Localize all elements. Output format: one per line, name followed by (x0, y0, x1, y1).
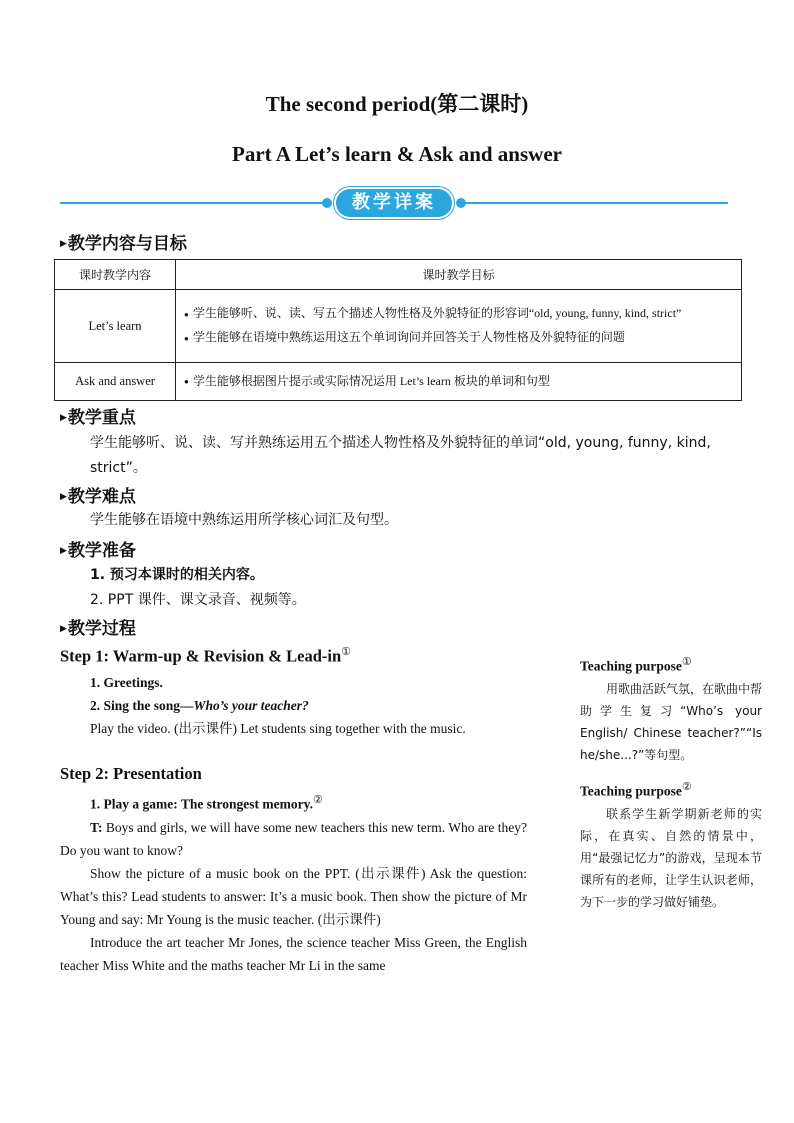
step2-item: 1. Play a game: The strongest memory.② (90, 794, 323, 812)
triangle-bullet-icon: ▶ (60, 239, 67, 249)
triangle-bullet-icon: ▶ (60, 546, 67, 556)
teaching-purpose-note (580, 776, 762, 913)
table-header-content: 课时教学内容 (55, 260, 176, 290)
section-heading-preparation: ▶教学准备 (60, 541, 136, 561)
table-header-row (55, 260, 742, 290)
key-points-text: 学生能够听、说、读、写并熟练运用五个描述人物性格及外貌特征的单词“old, young, funny, kind, strict”。 (90, 435, 711, 476)
goal-item: ● 学生能够在语境中熟练运用这五个单词询问并回答关于人物性格及外貌特征的问题 (184, 330, 625, 344)
banner-line-left (60, 202, 328, 204)
step2-body (60, 789, 527, 977)
section-heading-difficulties: ▶教学难点 (60, 487, 136, 507)
step1-item: 1. Greetings. (90, 675, 163, 690)
page-subtitle: Part A Let’s learn & Ask and answer (232, 142, 562, 166)
table-cell-goals (176, 363, 742, 401)
triangle-bullet-icon: ▶ (60, 413, 67, 423)
preparation-item: 2. PPT 课件、课文录音、视频等。 (90, 592, 306, 608)
step1-item: 2. Sing the song—Who’s your teacher? (90, 698, 309, 713)
step2-paragraph: T: Boys and girls, we will have some new teachers this new term. Who are they? Do you want to know? (60, 819, 528, 858)
triangle-bullet-icon: ▶ (60, 492, 67, 502)
note-text: 用歌曲活跃气氛，在歌曲中帮助学生复习“Who’s your English/ Chinese teacher?”“Is he/she...?”等句型。 (580, 681, 763, 762)
step1-paragraph: Play the video. (出示课件) Let students sing together with the music. (90, 721, 466, 736)
table-cell-goals (176, 290, 742, 363)
table-cell-content: Let’s learn (55, 290, 176, 363)
triangle-bullet-icon: ▶ (60, 624, 67, 634)
table-row (55, 290, 742, 363)
goal-item: ● 学生能够根据图片提示或实际情况运用 Let’s learn 板块的单词和句型 (184, 373, 550, 388)
section-heading-key-points: ▶教学重点 (60, 408, 136, 428)
section-banner (60, 188, 728, 218)
step2-heading: Step 2: Presentation (60, 764, 202, 783)
note-text: 联系学生新学期新老师的实际，在真实、自然的情景中，用“最强记忆力”的游戏，呈现本节课所有的老师，让学生认识老师，为下一步的学习做好铺垫。 (580, 806, 762, 909)
note-heading: Teaching purpose② (580, 781, 692, 799)
note-heading: Teaching purpose① (580, 656, 692, 674)
objectives-table (54, 259, 742, 401)
table-row (55, 363, 742, 401)
footnote-marker: ① (341, 646, 352, 658)
teaching-purpose-note (580, 651, 762, 766)
table-header-goals: 课时教学目标 (176, 260, 742, 290)
section-heading-process: ▶教学过程 (60, 619, 136, 639)
preparation-item: 1. 预习本课时的相关内容。 (90, 567, 264, 583)
banner-dot-left (322, 198, 332, 208)
step1-heading: Step 1: Warm-up & Revision & Lead-in① (60, 646, 352, 666)
banner-line-right (460, 202, 728, 204)
goal-item: ● 学生能够听、说、读、写五个描述人物性格及外貌特征的形容词“old, young, funny, kind, strict” (184, 306, 682, 321)
preparation-list (90, 563, 730, 613)
banner-label: 教学详案 (336, 189, 452, 217)
page-title: The second period(第二课时) (265, 92, 529, 116)
step2-paragraph: Introduce the art teacher Mr Jones, the science teacher Miss Green, the English teacher Miss White and the maths teacher Mr Li in the same (60, 934, 527, 973)
difficulties-text: 学生能够在语境中熟练运用所学核心词汇及句型。 (90, 512, 398, 528)
song-title: Who’s your teacher? (193, 698, 309, 713)
step1-body (60, 671, 527, 740)
footnote-marker: ② (312, 794, 323, 806)
step2-paragraph: Show the picture of a music book on the PPT. (出示课件) Ask the question: What’s this? Lead students to answer: It’s a music book. Then show the picture of Mr Young and say: Mr Young is the music teacher. (出示课件) (60, 865, 527, 927)
section-heading-content-goals: ▶教学内容与目标 (60, 234, 187, 254)
table-cell-content: Ask and answer (55, 363, 176, 401)
